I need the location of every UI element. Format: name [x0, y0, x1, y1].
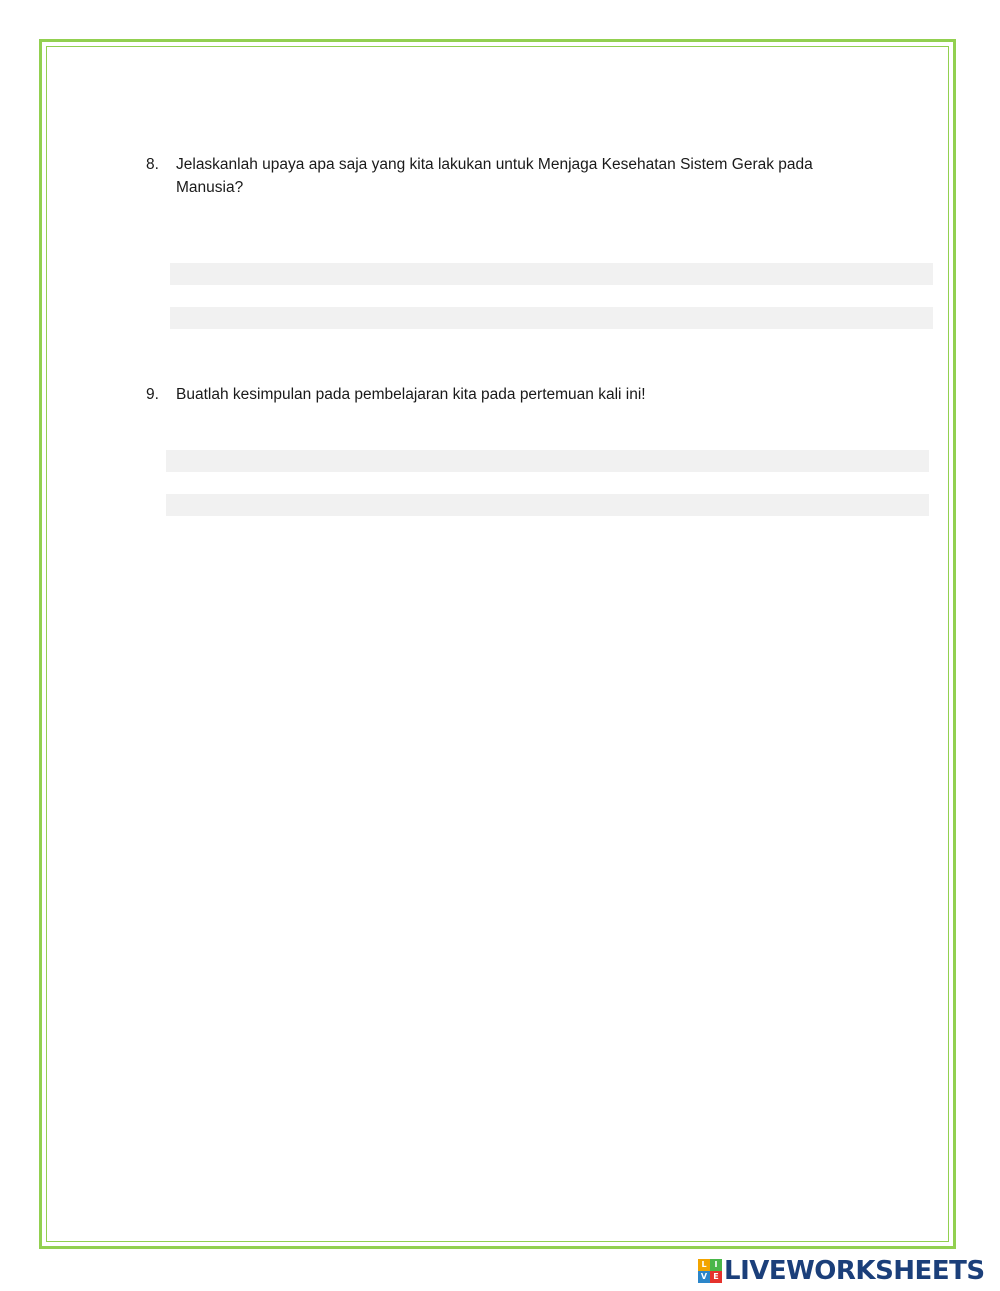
question-9	[146, 383, 846, 408]
answer-field-q9-1[interactable]	[166, 450, 929, 472]
brand-name: LIVEWORKSHEETS	[724, 1256, 985, 1286]
liveworksheets-logo-icon	[698, 1259, 722, 1283]
question-8	[146, 153, 846, 203]
liveworksheets-brand[interactable]	[698, 1256, 985, 1286]
logo-letter: E	[710, 1271, 722, 1283]
page-border-inner	[46, 46, 949, 1242]
question-number: 9.	[146, 386, 159, 403]
logo-letter: V	[698, 1271, 710, 1283]
question-text: Jelaskanlah upaya apa saja yang kita lakukan untuk Menjaga Kesehatan Sistem Gerak pada Manusia?	[176, 156, 813, 196]
question-text: Buatlah kesimpulan pada pembelajaran kita pada pertemuan kali ini!	[176, 386, 646, 403]
question-number: 8.	[146, 156, 159, 173]
answer-field-q9-2[interactable]	[166, 494, 929, 516]
logo-letter: L	[698, 1259, 710, 1271]
answer-field-q8-1[interactable]	[170, 263, 933, 285]
answer-field-q8-2[interactable]	[170, 307, 933, 329]
logo-letter: I	[710, 1259, 722, 1271]
